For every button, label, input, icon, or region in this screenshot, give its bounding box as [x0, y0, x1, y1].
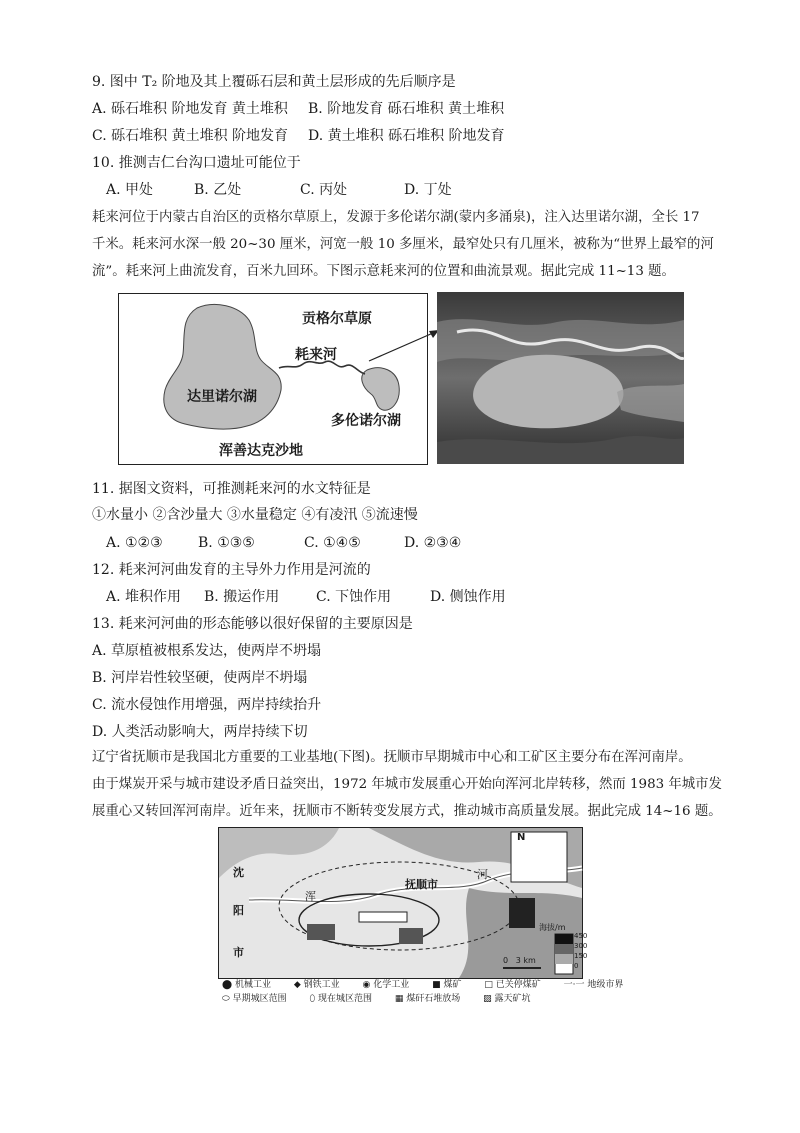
- meander-photo-image: [437, 292, 684, 464]
- legend-steel: ◆ 钢铁工业: [293, 980, 340, 990]
- scale-label: 0 3 km: [503, 956, 536, 965]
- q12-option-c: C. 下蚀作用: [316, 589, 392, 605]
- shenyang-char3: 市: [233, 946, 244, 959]
- legend-current-urban-label: 现在城区范围: [317, 994, 372, 1004]
- q10-option-b: B. 乙处: [194, 182, 242, 198]
- legend-early-urban: ⬭ 早期城区范围: [222, 994, 287, 1004]
- q11-option-c: C. ①④⑤: [304, 535, 361, 551]
- legend-closed-mine-label: 已关停煤矿: [495, 980, 541, 990]
- q9-options-row1: [92, 99, 504, 119]
- grassland-label: 贡格尔草原: [302, 311, 372, 327]
- q11-option-a: A. ①②③: [106, 535, 163, 551]
- q11-option-b: B. ①③⑤: [198, 535, 255, 551]
- legend-machinery-label: 机械工业: [234, 980, 271, 990]
- map2-legend-row1: [222, 979, 633, 992]
- q12-option-d: D. 侧蚀作用: [430, 589, 506, 605]
- q11-stem: 11. 据图文资料，可推测耗来河的水文特征是: [92, 481, 371, 497]
- open-pit-2: [509, 898, 535, 928]
- passage1-line3: 流”。耗来河上曲流发育，百米九回环。下图示意耗来河的位置和曲流景观。据此完成 11~13 题。: [92, 264, 675, 279]
- q13-option-b: B. 河岸岩性较坚硬，使两岸不坍塌: [92, 670, 308, 686]
- q13-option-d: D. 人类活动影响大，两岸持续下切: [92, 724, 308, 740]
- q10-option-c: C. 丙处: [300, 182, 348, 198]
- q10-option-d: D. 丁处: [404, 182, 452, 198]
- legend-chemical: ◉ 化学工业: [362, 980, 410, 990]
- shenyang-char1: 沈: [233, 866, 244, 879]
- legend-gangue-label: 煤矸石堆放场: [406, 994, 461, 1004]
- q13-option-c: C. 流水侵蚀作用增强，两岸持续抬升: [92, 697, 322, 713]
- elevation-values: [574, 931, 587, 971]
- q12-stem: 12. 耗来河河曲发育的主导外力作用是河流的: [92, 562, 371, 578]
- passage2-line1: 辽宁省抚顺市是我国北方重要的工业基地(下图)。抚顺市早期城市中心和工矿区主要分布在浑河南岸。: [92, 750, 692, 765]
- river-map-drawing: [119, 294, 427, 464]
- gangue-dump-2: [399, 928, 423, 944]
- passage1-line1: 耗来河位于内蒙古自治区的贡格尔草原上，发源于多伦诺尔湖(蒙内多涌泉)，注入达里诺尔湖，全长 17: [92, 210, 700, 225]
- q11-features: ①水量小 ②含沙量大 ③水量稳定 ④有凌汛 ⑤流速慢: [92, 507, 418, 523]
- q10-stem: 10. 推测吉仁台沟口遗址可能位于: [92, 155, 301, 171]
- legend-machinery: ⬤ 机械工业: [222, 980, 271, 990]
- q9-options-row2: [92, 126, 505, 146]
- legend-gangue: ▦ 煤矸石堆放场: [394, 994, 461, 1004]
- legend-coal-mine-label: 煤矿: [443, 980, 462, 990]
- fushun-map: [218, 827, 588, 979]
- elevation-value-150: 150: [574, 952, 588, 960]
- q11-options: [106, 533, 461, 553]
- legend-closed-mine: □ 已关停煤矿: [484, 980, 541, 990]
- river-label: 耗来河: [295, 347, 337, 363]
- pointer-arrow: [367, 325, 443, 365]
- elevation-value-450: 450: [574, 932, 588, 940]
- legend-steel-label: 钢铁工业: [303, 980, 340, 990]
- legend-current-urban: ⬯ 现在城区范围: [309, 994, 372, 1004]
- elevation-value-300: 300: [574, 942, 588, 950]
- elevation-value-0: 0: [574, 962, 579, 970]
- q9-option-d: D. 黄土堆积 砾石堆积 阶地发育: [308, 128, 505, 144]
- meander-photo: [437, 292, 684, 464]
- shenyang-char2: 阳: [233, 904, 244, 917]
- q12-options: [106, 587, 506, 607]
- q13-stem: 13. 耗来河河曲的形态能够以很好保留的主要原因是: [92, 616, 413, 632]
- north-label: N: [517, 832, 526, 843]
- duolun-nuoer-lake: [362, 368, 399, 411]
- passage1-line2: 千米。耗来河水深一般 20~30 厘米，河宽一般 10 多厘米，最窄处只有几厘米，被称为“世界上最窄的河: [92, 237, 714, 252]
- legend-coal-mine: ■ 煤矿: [432, 980, 462, 990]
- hun-char-label: 浑: [305, 890, 316, 903]
- q13-option-a: A. 草原植被根系发达，使两岸不坍塌: [92, 643, 322, 659]
- dali-nuoer-lake: [164, 304, 281, 429]
- dali-lake-label: 达里诺尔湖: [187, 389, 257, 405]
- passage2-line3: 展重心又转回浑河南岸。近年来，抚顺市不断转变发展方式，推动城市高质量发展。据此完成 14~16 题。: [92, 804, 722, 819]
- q12-option-a: A. 堆积作用: [106, 589, 182, 605]
- fushun-city-label: 抚顺市: [405, 878, 438, 891]
- q9-stem: 9. 图中 T₂ 阶地及其上覆砾石层和黄土层形成的先后顺序是: [92, 74, 456, 90]
- legend-open-pit: ▨ 露天矿坑: [483, 994, 531, 1004]
- map2-legend-row2: [222, 993, 551, 1006]
- q12-option-b: B. 搬运作用: [204, 589, 280, 605]
- legend-boundary: 一·一 地级市界: [563, 980, 624, 990]
- q10-options: [106, 180, 452, 200]
- legend-early-urban-label: 早期城区范围: [232, 994, 287, 1004]
- river-char-label: 河: [477, 868, 488, 881]
- river-location-map: [118, 293, 428, 465]
- duolun-lake-label: 多伦诺尔湖: [331, 413, 401, 429]
- q9-option-b: B. 阶地发育 砾石堆积 黄土堆积: [308, 101, 505, 117]
- legend-open-pit-label: 露天矿坑: [494, 994, 531, 1004]
- elevation-title: 海拔/m: [539, 923, 566, 932]
- open-pit-1: [359, 912, 407, 922]
- gangue-dump-1: [307, 924, 335, 940]
- desert-label: 浑善达克沙地: [219, 443, 303, 459]
- passage2-line2: 由于煤炭开采与城市建设矛盾日益突出，1972 年城市发展重心开始向浑河北岸转移，然而 1983 年城市发: [92, 777, 722, 792]
- legend-chemical-label: 化学工业: [373, 980, 410, 990]
- q10-option-a: A. 甲处: [106, 182, 154, 198]
- q9-option-a: A. 砾石堆积 阶地发育 黄土堆积: [92, 101, 288, 117]
- q11-option-d: D. ②③④: [404, 535, 462, 551]
- q9-option-c: C. 砾石堆积 黄土堆积 阶地发育: [92, 128, 289, 144]
